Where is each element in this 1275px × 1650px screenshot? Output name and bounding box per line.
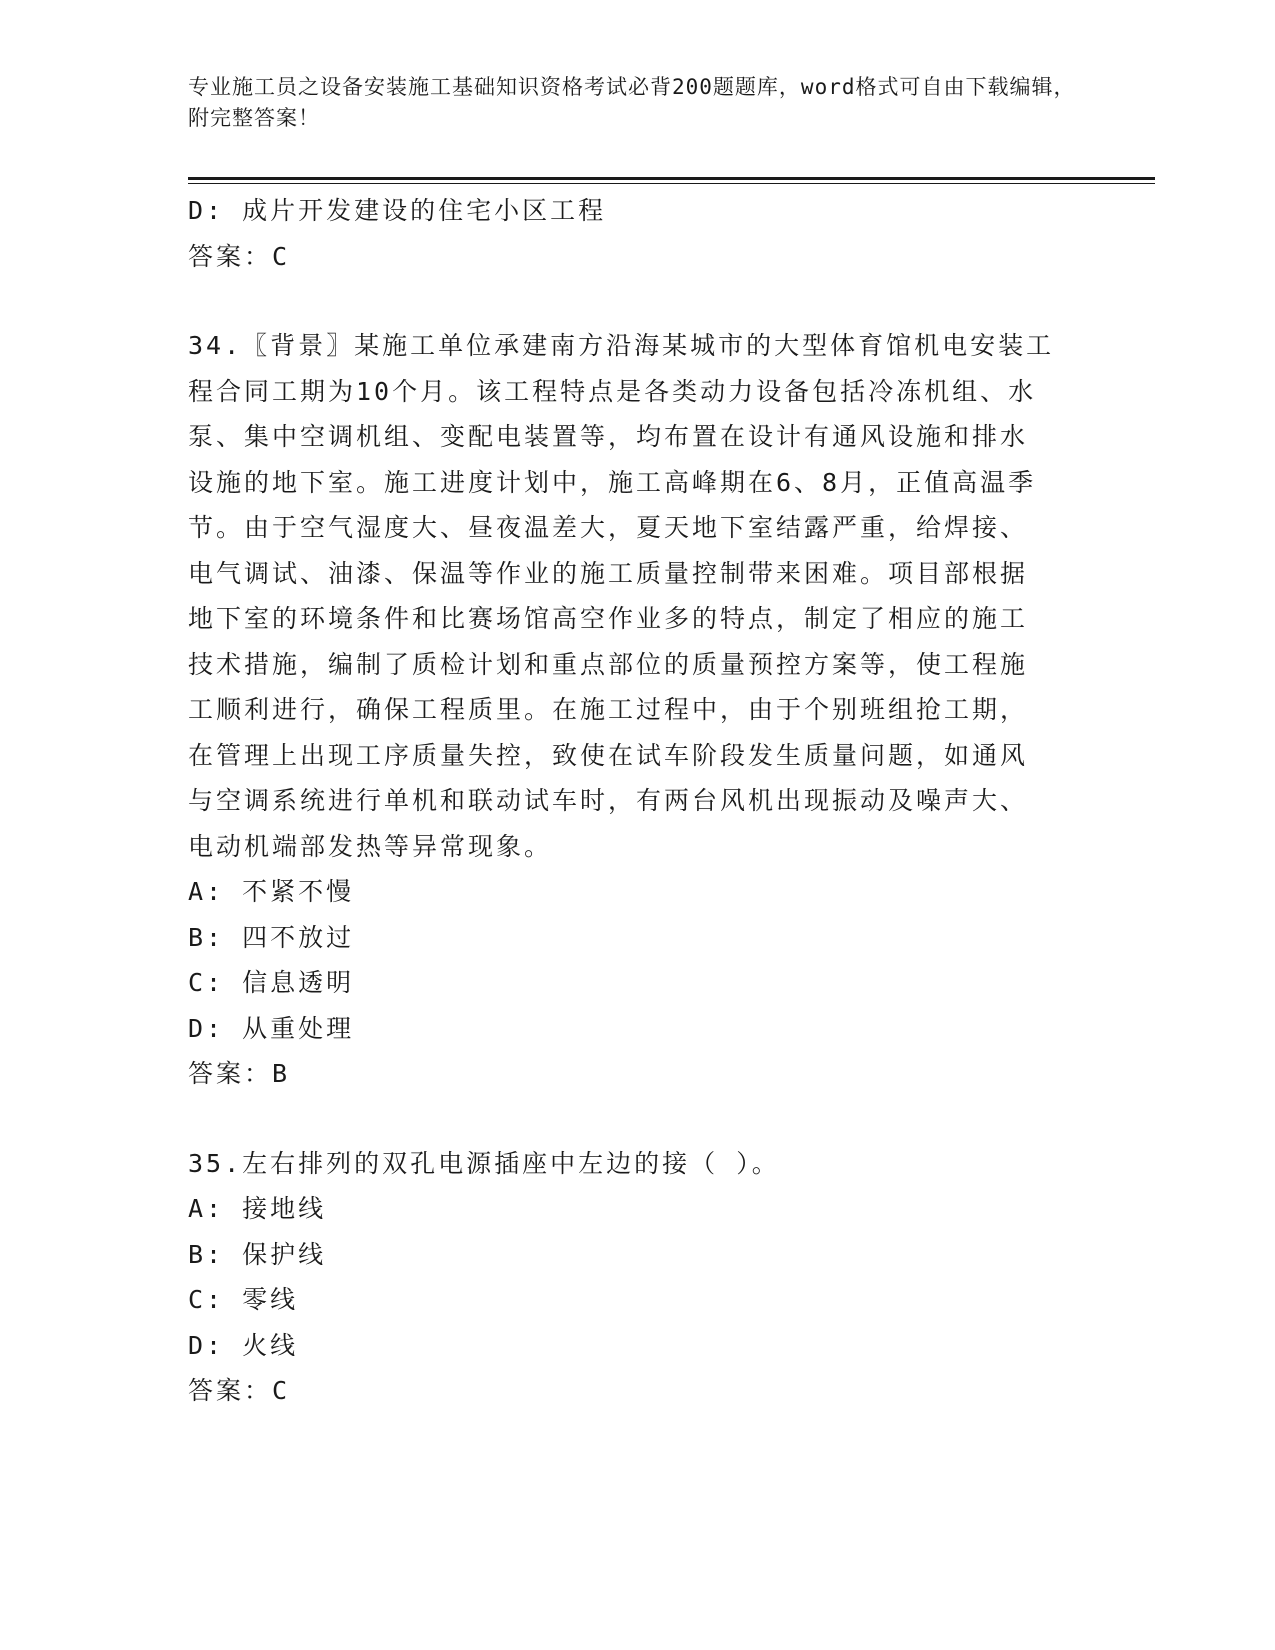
page-header bbox=[188, 72, 1088, 134]
spacer bbox=[188, 279, 1088, 323]
q34-option-a: A: 不紧不慢 bbox=[188, 877, 355, 906]
q34-answer: 答案：B bbox=[188, 1059, 291, 1088]
q34-option-c: C: 信息透明 bbox=[188, 968, 355, 997]
q33-option-d: D: 成片开发建设的住宅小区工程 bbox=[188, 196, 607, 225]
q33-answer: 答案：C bbox=[188, 241, 291, 271]
header-text: 专业施工员之设备安装施工基础知识资格考试必背200题题库，word格式可自由下载编辑，附完整答案！ bbox=[188, 75, 1076, 130]
header-divider-thin bbox=[188, 183, 1155, 184]
q34-stem-line: 工顺利进行，确保工程质里。在施工过程中，由于个别班组抢工期， bbox=[188, 695, 1029, 724]
q34-stem-line: 34.〖背景〗某施工单位承建南方沿海某城市的大型体育馆机电安装工 bbox=[188, 331, 1055, 360]
q34-stem-line: 技术措施，编制了质检计划和重点部位的质量预控方案等，使工程施 bbox=[188, 649, 1029, 679]
document-body bbox=[188, 188, 1088, 1414]
q34-stem-line: 地下室的环境条件和比赛场馆高空作业多的特点，制定了相应的施工 bbox=[188, 604, 1029, 633]
q34-stem-line: 电动机端部发热等异常现象。 bbox=[188, 831, 553, 861]
header-divider-thick bbox=[188, 177, 1155, 180]
q35-answer: 答案：C bbox=[188, 1376, 291, 1405]
q34-option-b: B: 四不放过 bbox=[188, 922, 355, 952]
q35-option-c: C: 零线 bbox=[188, 1285, 299, 1314]
q34-stem-line: 泵、集中空调机组、变配电装置等，均布置在设计有通风设施和排水 bbox=[188, 422, 1029, 451]
q35-stem: 35.左右排列的双孔电源插座中左边的接（ ）。 bbox=[188, 1148, 780, 1178]
spacer bbox=[188, 1097, 1088, 1141]
q35-option-a: A: 接地线 bbox=[188, 1194, 327, 1223]
q35-option-d: D: 火线 bbox=[188, 1330, 299, 1360]
q34-stem-line: 节。由于空气湿度大、昼夜温差大，夏天地下室结露严重，给焊接、 bbox=[188, 513, 1029, 542]
q34-stem-line: 设施的地下室。施工进度计划中，施工高峰期在6、8月，正值高温季 bbox=[188, 467, 1037, 497]
q34-stem bbox=[188, 323, 1088, 869]
q35-option-b: B: 保护线 bbox=[188, 1239, 327, 1269]
q34-stem-line: 与空调系统进行单机和联动试车时，有两台风机出现振动及噪声大、 bbox=[188, 786, 1029, 815]
q34-stem-line: 在管理上出现工序质量失控，致使在试车阶段发生质量问题，如通风 bbox=[188, 740, 1029, 770]
q34-stem-line: 程合同工期为10个月。该工程特点是各类动力设备包括冷冻机组、水 bbox=[188, 376, 1037, 406]
q34-option-d: D: 从重处理 bbox=[188, 1013, 355, 1043]
q34-stem-line: 电气调试、油漆、保温等作业的施工质量控制带来困难。项目部根据 bbox=[188, 558, 1029, 588]
